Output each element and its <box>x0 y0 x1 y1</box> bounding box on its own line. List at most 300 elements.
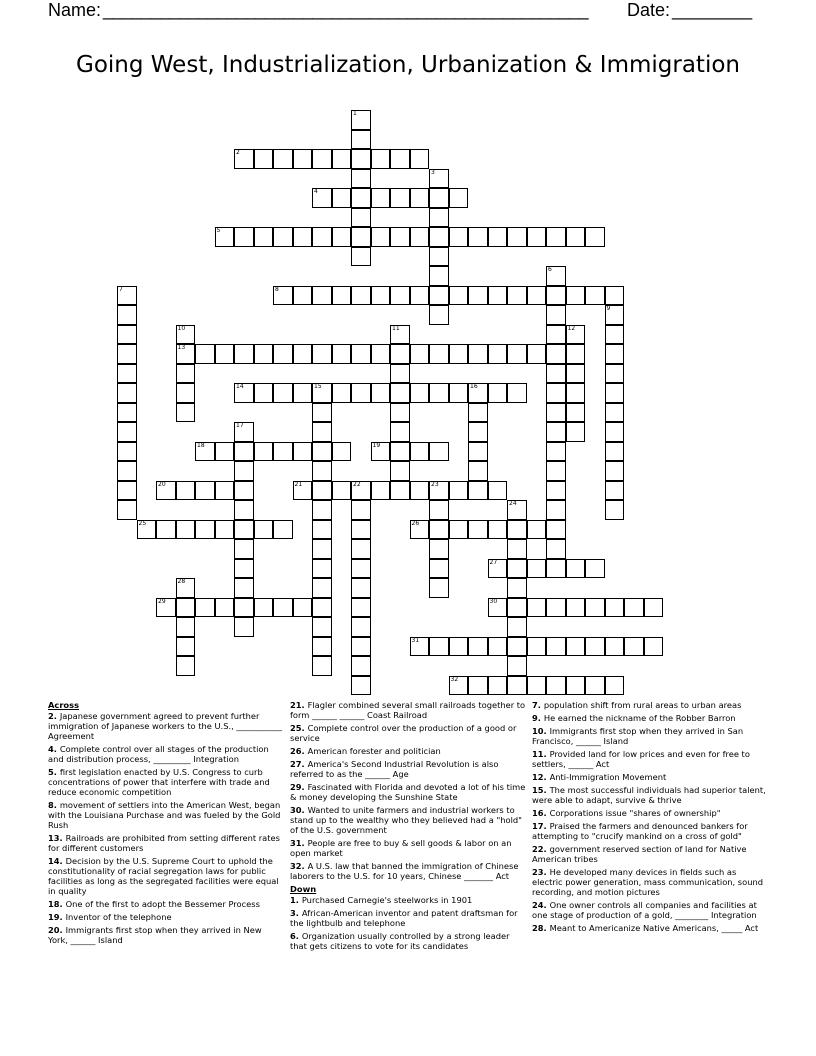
grid-cell[interactable] <box>176 383 196 403</box>
grid-cell[interactable] <box>566 676 586 696</box>
clue-text: Immigrants first stop when they arrived in New York, ______ Island <box>48 925 262 945</box>
grid-cell[interactable] <box>527 676 547 696</box>
grid-cell[interactable] <box>429 266 449 286</box>
grid-cell[interactable] <box>410 344 430 364</box>
grid-cell[interactable] <box>507 227 527 247</box>
grid-cell[interactable] <box>312 481 332 501</box>
clue-text: American forester and politician <box>307 746 441 756</box>
grid-cell[interactable] <box>605 481 625 501</box>
grid-cell[interactable] <box>312 422 332 442</box>
grid-cell[interactable] <box>390 461 410 481</box>
grid-cell[interactable] <box>449 481 469 501</box>
grid-cell[interactable] <box>605 442 625 462</box>
clue-text: Flagler combined several small railroads together to form ______ ______ Coast Railroad <box>290 700 526 720</box>
grid-cell[interactable] <box>117 442 137 462</box>
grid-cell[interactable] <box>585 286 605 306</box>
grid-cell[interactable] <box>254 598 274 618</box>
grid-cell[interactable] <box>351 344 371 364</box>
grid-cell[interactable] <box>312 559 332 579</box>
grid-cell[interactable] <box>449 188 469 208</box>
grid-cell[interactable] <box>605 286 625 306</box>
clues-column-2 <box>290 700 526 954</box>
grid-cell[interactable] <box>117 461 137 481</box>
grid-cell[interactable] <box>546 403 566 423</box>
grid-cell[interactable] <box>195 481 215 501</box>
grid-cell[interactable] <box>566 344 586 364</box>
grid-cell[interactable] <box>410 383 430 403</box>
grid-cell[interactable] <box>312 539 332 559</box>
grid-cell[interactable] <box>312 520 332 540</box>
grid-cell[interactable] <box>507 520 527 540</box>
clue-number-15: 15 <box>314 383 322 390</box>
grid-cell[interactable] <box>273 227 293 247</box>
grid-cell[interactable] <box>312 442 332 462</box>
grid-cell[interactable] <box>507 598 527 618</box>
grid-cell[interactable] <box>566 383 586 403</box>
grid-cell[interactable] <box>546 520 566 540</box>
grid-cell[interactable] <box>234 559 254 579</box>
grid-cell[interactable] <box>293 383 313 403</box>
grid-cell[interactable] <box>390 403 410 423</box>
grid-cell[interactable] <box>176 656 196 676</box>
grid-cell[interactable] <box>351 169 371 189</box>
grid-cell[interactable] <box>410 442 430 462</box>
grid-cell[interactable] <box>390 286 410 306</box>
grid-cell[interactable] <box>176 403 196 423</box>
grid-cell[interactable] <box>273 383 293 403</box>
clue-text: Provided land for low prices and even for free to settlers, ______ Act <box>532 749 750 769</box>
grid-cell[interactable] <box>156 520 176 540</box>
grid-cell[interactable] <box>546 559 566 579</box>
grid-cell[interactable] <box>332 344 352 364</box>
grid-cell[interactable] <box>254 344 274 364</box>
grid-cell[interactable] <box>449 344 469 364</box>
grid-cell[interactable] <box>429 188 449 208</box>
clue-text: population shift from rural areas to urban areas <box>543 700 742 710</box>
grid-cell[interactable] <box>566 637 586 657</box>
grid-cell[interactable] <box>507 637 527 657</box>
grid-cell[interactable] <box>234 461 254 481</box>
grid-cell[interactable] <box>585 227 605 247</box>
grid-cell[interactable] <box>117 364 137 384</box>
grid-cell[interactable] <box>351 598 371 618</box>
grid-cell[interactable] <box>215 481 235 501</box>
grid-cell[interactable] <box>332 442 352 462</box>
grid-cell[interactable] <box>488 637 508 657</box>
grid-cell[interactable] <box>117 403 137 423</box>
grid-cell[interactable] <box>507 344 527 364</box>
grid-cell[interactable] <box>644 637 664 657</box>
grid-cell[interactable] <box>351 227 371 247</box>
grid-cell[interactable] <box>605 500 625 520</box>
clue-number-7: 7 <box>119 285 123 293</box>
grid-cell[interactable] <box>351 500 371 520</box>
grid-cell[interactable] <box>312 461 332 481</box>
grid-cell[interactable] <box>273 598 293 618</box>
grid-cell[interactable] <box>312 578 332 598</box>
grid-cell[interactable] <box>488 227 508 247</box>
grid-cell[interactable] <box>254 442 274 462</box>
grid-cell[interactable] <box>546 305 566 325</box>
grid-cell[interactable] <box>488 286 508 306</box>
grid-cell[interactable] <box>410 227 430 247</box>
grid-cell[interactable] <box>410 188 430 208</box>
grid-cell[interactable] <box>624 637 644 657</box>
grid-cell[interactable] <box>293 286 313 306</box>
grid-cell[interactable] <box>585 559 605 579</box>
clue-text: Inventor of the telephone <box>65 912 172 922</box>
grid-cell[interactable] <box>234 227 254 247</box>
grid-cell[interactable] <box>585 676 605 696</box>
clue-text: Decision by the U.S. Supreme Court to uphold the constitutionality of racial segregation laws for public facilities as long as the segregated facilities were equal in quality <box>48 856 279 896</box>
clue-down-11 <box>532 749 768 769</box>
grid-cell[interactable] <box>527 559 547 579</box>
grid-cell[interactable] <box>312 286 332 306</box>
grid-cell[interactable] <box>429 442 449 462</box>
grid-cell[interactable] <box>468 344 488 364</box>
grid-cell[interactable] <box>371 344 391 364</box>
grid-cell[interactable] <box>176 481 196 501</box>
grid-cell[interactable] <box>546 461 566 481</box>
grid-cell[interactable] <box>312 344 332 364</box>
grid-cell[interactable] <box>429 227 449 247</box>
grid-cell[interactable] <box>527 637 547 657</box>
clue-number-label: 9. <box>532 713 544 723</box>
grid-cell[interactable] <box>390 188 410 208</box>
grid-cell[interactable] <box>488 481 508 501</box>
grid-cell[interactable] <box>468 442 488 462</box>
grid-cell[interactable] <box>215 344 235 364</box>
grid-cell[interactable] <box>176 617 196 637</box>
grid-cell[interactable] <box>507 286 527 306</box>
clue-number-label: 32. <box>290 861 308 871</box>
grid-cell[interactable] <box>429 539 449 559</box>
grid-cell[interactable] <box>468 227 488 247</box>
grid-cell[interactable] <box>449 286 469 306</box>
clue-number-label: 8. <box>48 800 60 810</box>
grid-cell[interactable] <box>566 364 586 384</box>
grid-cell[interactable] <box>390 227 410 247</box>
grid-cell[interactable] <box>351 247 371 267</box>
grid-cell[interactable] <box>546 286 566 306</box>
grid-cell[interactable] <box>293 227 313 247</box>
grid-cell[interactable] <box>117 422 137 442</box>
grid-cell[interactable] <box>390 149 410 169</box>
clue-number-25: 25 <box>138 519 147 527</box>
grid-cell[interactable] <box>312 598 332 618</box>
grid-cell[interactable] <box>566 403 586 423</box>
grid-cell[interactable] <box>390 442 410 462</box>
clue-number-27: 27 <box>489 558 498 566</box>
grid-cell[interactable] <box>429 286 449 306</box>
grid-cell[interactable] <box>527 227 547 247</box>
grid-cell[interactable] <box>234 500 254 520</box>
grid-cell[interactable] <box>371 383 391 403</box>
grid-cell[interactable] <box>449 383 469 403</box>
grid-cell[interactable] <box>312 637 332 657</box>
grid-cell[interactable] <box>468 403 488 423</box>
clue-text: The most successful individuals had superior talent, were able to adapt, survive & thrive <box>532 785 766 805</box>
grid-cell[interactable] <box>390 364 410 384</box>
grid-cell[interactable] <box>312 656 332 676</box>
grid-cell[interactable] <box>488 520 508 540</box>
grid-cell[interactable] <box>351 149 371 169</box>
grid-cell[interactable] <box>605 422 625 442</box>
grid-cell[interactable] <box>293 149 313 169</box>
grid-cell[interactable] <box>468 461 488 481</box>
grid-cell[interactable] <box>488 344 508 364</box>
grid-cell[interactable] <box>449 520 469 540</box>
grid-cell[interactable] <box>468 520 488 540</box>
grid-cell[interactable] <box>429 247 449 267</box>
grid-cell[interactable] <box>371 227 391 247</box>
grid-cell[interactable] <box>176 637 196 657</box>
clue-number-13: 13 <box>177 344 186 351</box>
clue-text: Railroads are prohibited from setting different rates for different customers <box>48 833 280 853</box>
clue-number-label: 3. <box>290 908 302 918</box>
grid-cell[interactable] <box>488 676 508 696</box>
grid-cell[interactable] <box>429 344 449 364</box>
grid-cell[interactable] <box>429 383 449 403</box>
grid-cell[interactable] <box>117 383 137 403</box>
grid-cell[interactable] <box>429 208 449 228</box>
grid-cell[interactable] <box>429 578 449 598</box>
clue-text: government reserved section of land for Native American tribes <box>532 844 747 864</box>
grid-cell[interactable] <box>585 637 605 657</box>
grid-cell[interactable] <box>176 520 196 540</box>
grid-cell[interactable] <box>117 305 137 325</box>
grid-cell[interactable] <box>176 364 196 384</box>
grid-cell[interactable] <box>546 422 566 442</box>
grid-cell[interactable] <box>234 481 254 501</box>
grid-cell[interactable] <box>546 598 566 618</box>
grid-cell[interactable] <box>371 188 391 208</box>
grid-cell[interactable] <box>234 617 254 637</box>
grid-cell[interactable] <box>254 227 274 247</box>
grid-cell[interactable] <box>429 305 449 325</box>
grid-cell[interactable] <box>468 676 488 696</box>
grid-cell[interactable] <box>390 383 410 403</box>
grid-cell[interactable] <box>371 481 391 501</box>
grid-cell[interactable] <box>332 286 352 306</box>
grid-cell[interactable] <box>566 422 586 442</box>
clue-number-label: 5. <box>48 767 60 777</box>
grid-cell[interactable] <box>527 286 547 306</box>
clue-down-1 <box>290 895 526 905</box>
grid-cell[interactable] <box>293 344 313 364</box>
grid-cell[interactable] <box>566 598 586 618</box>
grid-cell[interactable] <box>254 520 274 540</box>
grid-cell[interactable] <box>644 598 664 618</box>
clue-down-10 <box>532 726 768 746</box>
clue-across-21 <box>290 700 526 720</box>
grid-cell[interactable] <box>234 598 254 618</box>
clue-across-18 <box>48 899 284 909</box>
grid-cell[interactable] <box>507 539 527 559</box>
grid-cell[interactable] <box>351 130 371 150</box>
grid-cell[interactable] <box>351 578 371 598</box>
grid-cell[interactable] <box>507 656 527 676</box>
grid-cell[interactable] <box>293 598 313 618</box>
grid-cell[interactable] <box>507 676 527 696</box>
grid-cell[interactable] <box>507 559 527 579</box>
grid-cell[interactable] <box>195 520 215 540</box>
grid-cell[interactable] <box>566 286 586 306</box>
clue-text: Meant to Americanize Native Americans, _____ Act <box>549 923 759 933</box>
grid-cell[interactable] <box>293 442 313 462</box>
grid-cell[interactable] <box>117 481 137 501</box>
grid-cell[interactable] <box>117 325 137 345</box>
grid-cell[interactable] <box>410 481 430 501</box>
grid-cell[interactable] <box>390 344 410 364</box>
grid-cell[interactable] <box>546 344 566 364</box>
grid-cell[interactable] <box>312 403 332 423</box>
grid-cell[interactable] <box>273 520 293 540</box>
grid-cell[interactable] <box>234 578 254 598</box>
grid-cell[interactable] <box>585 598 605 618</box>
grid-cell[interactable] <box>546 227 566 247</box>
grid-cell[interactable] <box>351 286 371 306</box>
clue-down-6 <box>290 931 526 951</box>
grid-cell[interactable] <box>468 422 488 442</box>
grid-cell[interactable] <box>605 461 625 481</box>
grid-cell[interactable] <box>351 637 371 657</box>
grid-cell[interactable] <box>176 598 196 618</box>
grid-cell[interactable] <box>546 500 566 520</box>
grid-cell[interactable] <box>351 383 371 403</box>
name-label: Name: <box>48 0 102 20</box>
grid-cell[interactable] <box>351 559 371 579</box>
grid-cell[interactable] <box>273 344 293 364</box>
grid-cell[interactable] <box>351 520 371 540</box>
grid-cell[interactable] <box>605 637 625 657</box>
grid-cell[interactable] <box>527 598 547 618</box>
grid-cell[interactable] <box>351 676 371 696</box>
grid-cell[interactable] <box>215 598 235 618</box>
grid-cell[interactable] <box>234 344 254 364</box>
grid-cell[interactable] <box>507 617 527 637</box>
grid-cell[interactable] <box>566 559 586 579</box>
grid-cell[interactable] <box>390 422 410 442</box>
grid-cell[interactable] <box>332 149 352 169</box>
grid-cell[interactable] <box>273 442 293 462</box>
grid-cell[interactable] <box>449 637 469 657</box>
grid-cell[interactable] <box>312 149 332 169</box>
grid-cell[interactable] <box>546 364 566 384</box>
clue-number-label: 23. <box>532 867 550 877</box>
clue-number-label: 24. <box>532 900 550 910</box>
clue-text: One owner controls all companies and facilities at one stage of production of a gold, ________ Integration <box>532 900 757 920</box>
grid-cell[interactable] <box>546 481 566 501</box>
clue-number-3: 3 <box>431 168 435 176</box>
grid-cell[interactable] <box>332 188 352 208</box>
clue-across-25 <box>290 723 526 743</box>
grid-cell[interactable] <box>312 617 332 637</box>
grid-cell[interactable] <box>234 520 254 540</box>
clue-text: Corporations issue "shares of ownership" <box>549 808 721 818</box>
grid-cell[interactable] <box>371 149 391 169</box>
grid-cell[interactable] <box>566 227 586 247</box>
grid-cell[interactable] <box>390 481 410 501</box>
grid-cell[interactable] <box>332 383 352 403</box>
grid-cell[interactable] <box>234 539 254 559</box>
grid-cell[interactable] <box>546 383 566 403</box>
grid-cell[interactable] <box>605 344 625 364</box>
grid-cell[interactable] <box>195 344 215 364</box>
grid-cell[interactable] <box>410 286 430 306</box>
grid-cell[interactable] <box>449 227 469 247</box>
clue-text: Organization usually controlled by a strong leader that gets citizens to vote for its candidates <box>290 931 510 951</box>
grid-cell[interactable] <box>351 656 371 676</box>
clue-number-23: 23 <box>431 480 439 488</box>
clue-number-label: 10. <box>532 726 550 736</box>
grid-cell[interactable] <box>332 481 352 501</box>
grid-cell[interactable] <box>546 442 566 462</box>
grid-cell[interactable] <box>605 676 625 696</box>
grid-cell[interactable] <box>507 383 527 403</box>
date-line[interactable]: ________ <box>672 0 753 20</box>
grid-cell[interactable] <box>332 227 352 247</box>
clue-number-label: 13. <box>48 833 66 843</box>
grid-cell[interactable] <box>215 442 235 462</box>
grid-cell[interactable] <box>429 559 449 579</box>
grid-cell[interactable] <box>605 598 625 618</box>
grid-cell[interactable] <box>254 383 274 403</box>
grid-cell[interactable] <box>605 325 625 345</box>
grid-cell[interactable] <box>546 637 566 657</box>
grid-cell[interactable] <box>546 325 566 345</box>
grid-cell[interactable] <box>312 500 332 520</box>
grid-cell[interactable] <box>429 500 449 520</box>
grid-cell[interactable] <box>351 617 371 637</box>
grid-cell[interactable] <box>351 539 371 559</box>
grid-cell[interactable] <box>195 598 215 618</box>
grid-cell[interactable] <box>234 442 254 462</box>
grid-cell[interactable] <box>273 149 293 169</box>
grid-cell[interactable] <box>351 208 371 228</box>
grid-cell[interactable] <box>546 676 566 696</box>
grid-cell[interactable] <box>351 188 371 208</box>
grid-cell[interactable] <box>429 520 449 540</box>
grid-cell[interactable] <box>117 344 137 364</box>
grid-cell[interactable] <box>507 578 527 598</box>
grid-cell[interactable] <box>527 344 547 364</box>
grid-cell[interactable] <box>605 403 625 423</box>
grid-cell[interactable] <box>410 149 430 169</box>
grid-cell[interactable] <box>468 481 488 501</box>
grid-cell[interactable] <box>117 500 137 520</box>
grid-cell[interactable] <box>468 286 488 306</box>
grid-cell[interactable] <box>468 637 488 657</box>
clue-number-17: 17 <box>236 422 244 429</box>
grid-cell[interactable] <box>605 383 625 403</box>
grid-cell[interactable] <box>624 598 644 618</box>
grid-cell[interactable] <box>488 383 508 403</box>
grid-cell[interactable] <box>254 149 274 169</box>
clue-number-20: 20 <box>158 480 166 488</box>
name-line[interactable]: ___________________________________________________ <box>103 0 589 20</box>
grid-cell[interactable] <box>546 539 566 559</box>
grid-cell[interactable] <box>312 227 332 247</box>
grid-cell[interactable] <box>527 520 547 540</box>
clue-text: Immigrants first stop when they arrived in San Francisco, ______ Island <box>532 726 744 746</box>
clue-text: movement of settlers into the American West, began with the Louisiana Purchase and was fueled by the Gold Rush <box>48 800 281 830</box>
grid-cell[interactable] <box>371 286 391 306</box>
clue-number-32: 32 <box>450 675 459 683</box>
grid-cell[interactable] <box>605 364 625 384</box>
grid-cell[interactable] <box>215 520 235 540</box>
grid-cell[interactable] <box>429 637 449 657</box>
